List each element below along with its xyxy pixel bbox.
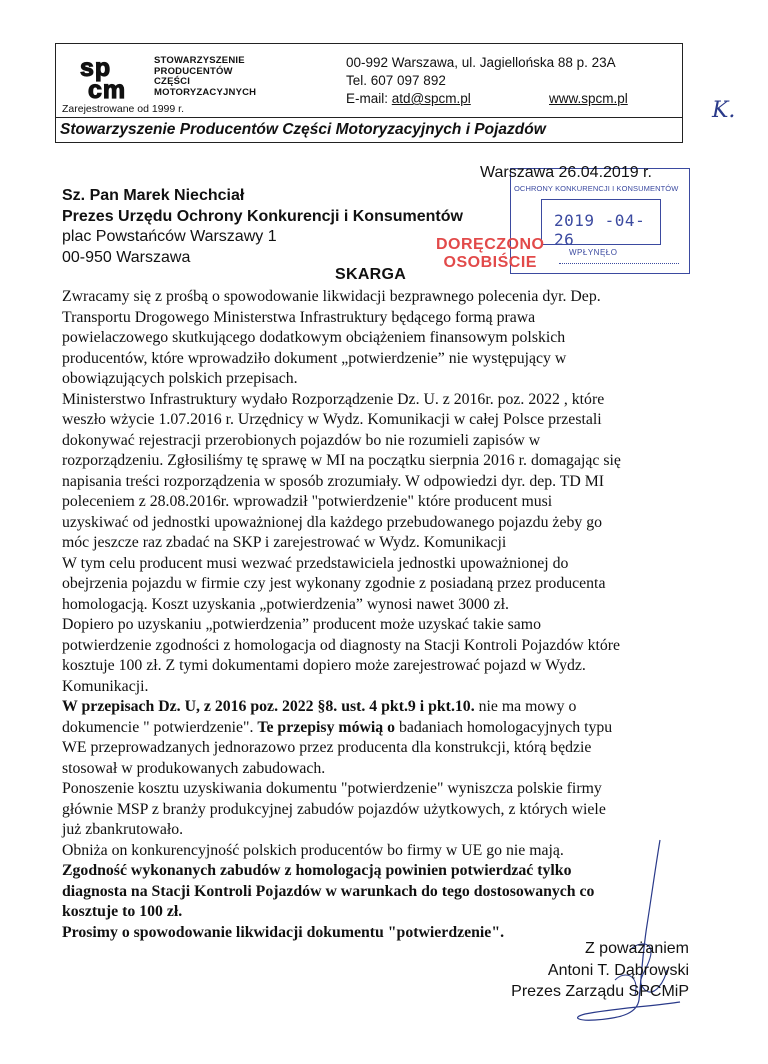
stamp-office: OCHRONY KONKURENCJI I KONSUMENTÓW	[514, 184, 679, 193]
delivered-line: DORĘCZONO	[436, 236, 545, 253]
org-full-name: Stowarzyszenie Producentów Części Motoryzacyjnych i Pojazdów	[60, 121, 546, 138]
body-line: głównie MSP z branży produkcyjnej zabudów pojazdów użytkowych, z których wiele	[62, 800, 606, 818]
delivered-line: OSOBIŚCIE	[443, 254, 537, 271]
body-line: już zbankrutowało.	[62, 821, 184, 838]
letterhead	[55, 43, 683, 143]
body-line: dokonywać rejestracji przerobionych pojazdów bo nie rozumieli zapisów w	[62, 431, 541, 449]
body-line: Komunikacji.	[62, 677, 149, 695]
document-title: SKARGA	[335, 266, 407, 283]
closing-block	[511, 938, 689, 1003]
body-line: producentów, które wprowadziło dokument „potwierdzenie” nie występujący w	[62, 349, 567, 367]
body-line: powielaczowego skutkującego dodatkowym obciążeniem finansowym polskich	[62, 329, 566, 346]
body-line: obowiązujących polskich przepisach.	[62, 370, 298, 387]
body-line: napisania treści rozporządzenia w sposób zrozumiały. W odpowiedzi dyr. dep. TD MI	[62, 472, 605, 490]
body-line: weszło wżycie 1.07.2016 r. Urzędnicy w Wydz. Komunikacji w całej Polsce przestali	[62, 411, 602, 428]
body-line	[62, 697, 700, 718]
regulation-reference: W przepisach Dz. U, z 2016 poz. 2022 §8. ust. 4 pkt.9 i pkt.10.	[62, 698, 475, 715]
registered-since: Zarejestrowane od 1999 r.	[62, 103, 184, 115]
closing-greeting: Z poważaniem	[584, 940, 689, 957]
body-line-bold: diagnosta na Stacji Kontroli Pojazdów w warunkach do tego dostosowanych co	[62, 882, 595, 900]
place-date: Warszawa 26.04.2019 r.	[480, 164, 652, 181]
body-text: dokumencie " potwierdzenie".	[62, 718, 258, 736]
body-line: Zwracamy się z prośbą o spowodowanie likwidacji bezprawnego polecenia dyr. Dep.	[62, 288, 601, 305]
body-line: Ministerstwo Infrastruktury wydało Rozporządzenie Dz. U. z 2016r. poz. 2022 , które	[62, 390, 605, 408]
body-line: móc jeszcze raz zbadać na SKP i zarejestrować w Wydz. Komunikacji	[62, 534, 507, 551]
body-line: rozporządzeniu. Zgłosiliśmy tę sprawę w MI na początku sierpnia 2016 r. domagając się	[62, 452, 621, 469]
body-line: Transportu Drogowego Ministerstwa Infrastruktury będącego formą prawa	[62, 308, 536, 326]
body-line: kosztuje 100 zł. Z tymi dokumentami dopiero może zarejestrować pojazd w Wydz.	[62, 657, 586, 674]
signatory-role: Prezes Zarządu SPCMiP	[511, 983, 689, 1000]
svg-text:cm: cm	[88, 76, 127, 100]
body-line: stosował w produkowanych zabudowach.	[62, 759, 326, 777]
stamp-signature-line	[559, 263, 679, 264]
body-line: WE przeprowadzanych jednorazowo przez producenta dla konstrukcji, którą będzie	[62, 739, 592, 756]
recipient-position: Prezes Urzędu Ochrony Konkurencji i Konsumentów	[62, 207, 463, 225]
body-line: Dopiero po uzyskaniu „potwierdzenia” producent może uzyskać takie samo	[62, 616, 541, 633]
letterhead-divider	[56, 117, 682, 118]
recipient-name: Sz. Pan Marek Niechciał	[62, 187, 245, 204]
recipient-city: 00-950 Warszawa	[62, 248, 191, 266]
request-line: Prosimy o spowodowanie likwidacji dokumentu "potwierdzenie".	[62, 923, 505, 941]
phone: Tel. 607 097 892	[346, 73, 446, 88]
org-short-line: PRODUCENTÓW	[154, 65, 233, 77]
stamp-date: 2019 -04- 26	[554, 211, 646, 249]
emphasis-text: Te przepisy mówią o	[257, 718, 396, 736]
body-text: badaniach homologacyjnych typu	[395, 718, 613, 736]
stamp-received: WPŁYNĘŁO	[569, 248, 618, 257]
address: 00-992 Warszawa, ul. Jagiellońska 88 p. 23A	[346, 55, 616, 70]
org-short-line: MOTORYZACYJNYCH	[154, 86, 257, 98]
email-label: E-mail:	[346, 91, 389, 106]
recipient-street: plac Powstańców Warszawy 1	[62, 228, 277, 245]
stamp-date-box	[541, 199, 661, 249]
spcm-logo	[78, 54, 150, 100]
org-short-line: STOWARZYSZENIE	[154, 55, 245, 66]
email-link[interactable]: atd@spcm.pl	[391, 91, 471, 106]
body-text: nie ma mowy o	[474, 698, 577, 715]
body-line	[62, 718, 700, 739]
delivered-stamp	[436, 236, 545, 272]
body-line: Ponoszenie kosztu uzyskiwania dokumentu "potwierdzenie" wyniszcza polskie firmy	[62, 780, 602, 797]
website-link[interactable]: www.spcm.pl	[549, 91, 628, 106]
body-line-bold: Zgodność wykonanych zabudów z homologacją powinien potwierdzać tylko	[62, 862, 572, 879]
recipient-block	[62, 186, 463, 268]
contact-block	[346, 54, 628, 108]
org-short-line: CZĘŚCI	[154, 76, 191, 87]
body-line: uzyskiwać od jednostki upoważnionej dla każdego przebudowanego pojazdu żeby go	[62, 513, 602, 531]
org-short-name	[154, 56, 256, 98]
body-line: potwierdzenie zgodności z homologacja od diagnosty na Stacji Kontroli Pojazdów które	[62, 636, 621, 654]
body-line: W tym celu producent musi wezwać przedstawiciela jednostki upoważnionej do	[62, 554, 569, 572]
body-line-bold: kosztuje to 100 zł.	[62, 903, 183, 920]
svg-text:sp: sp	[80, 54, 112, 82]
body-line: homologacją. Koszt uzyskania „potwierdzenia” wynosi nawet 3000 zł.	[62, 595, 510, 613]
body-line: poleceniem z 28.08.2016r. wprowadził "potwierdzenie" które producent musi	[62, 493, 553, 510]
handwritten-mark: K.	[712, 98, 736, 123]
body-line: Obniża on konkurencyjność polskich producentów bo firmy w UE go nie mają.	[62, 841, 564, 859]
body-line: obejrzenia pojazdu w firmie czy jest wykonany zgodnie z posiadaną przez producenta	[62, 575, 606, 592]
signatory-name: Antoni T. Dąbrowski	[547, 961, 689, 979]
